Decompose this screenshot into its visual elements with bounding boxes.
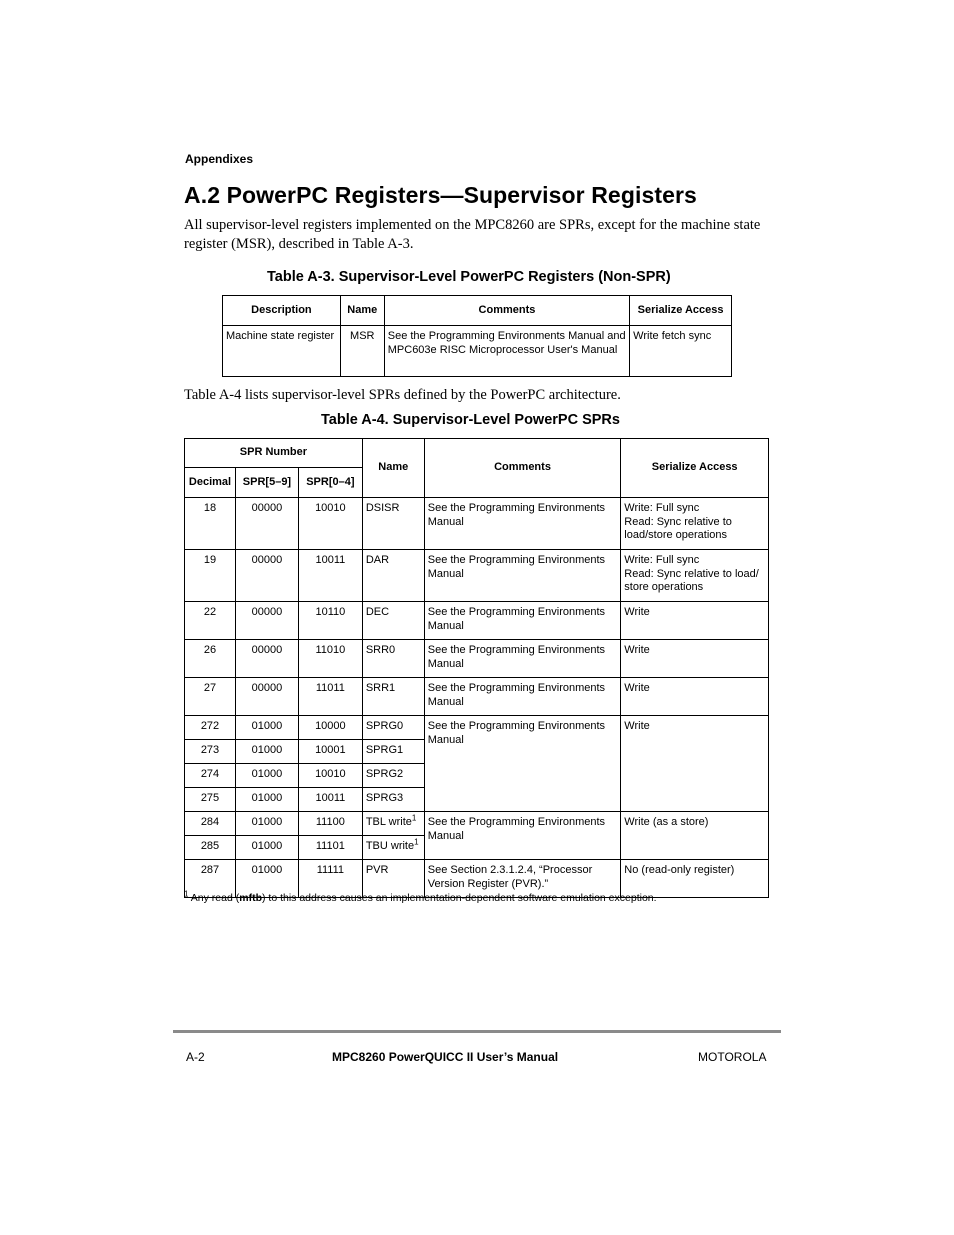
cell-name: PVR — [362, 860, 424, 898]
cell-decimal: 273 — [185, 740, 236, 764]
cell-comments: See the Programming Environments Manual and MPC603e RISC Microprocessor User's Manual — [384, 326, 629, 377]
column-header-serialize-access: Serialize Access — [630, 296, 732, 326]
table-row — [185, 716, 769, 740]
cell-name: DEC — [362, 602, 424, 640]
cell-spr-0-4: 10010 — [298, 498, 362, 550]
cell-comments: See Section 2.3.1.2.4, “Processor Version Register (PVR).” — [424, 860, 621, 898]
cell-spr-0-4: 10011 — [298, 788, 362, 812]
cell-spr-0-4: 10000 — [298, 716, 362, 740]
cell-decimal: 285 — [185, 836, 236, 860]
table-row — [223, 326, 732, 377]
footnote-text-post: ) to this address causes an implementation-dependent software emulation exception. — [261, 892, 657, 904]
table-row — [185, 640, 769, 678]
cell-serialize-access: Write fetch sync — [630, 326, 732, 377]
column-header-comments: Comments — [384, 296, 629, 326]
cell-spr-0-4: 11100 — [298, 812, 362, 836]
cell-comments: See the Programming Environments Manual — [424, 550, 621, 602]
table-row — [185, 498, 769, 550]
cell-spr-0-4: 11101 — [298, 836, 362, 860]
cell-spr-0-4: 11011 — [298, 678, 362, 716]
cell-name — [362, 836, 424, 860]
table-row — [185, 550, 769, 602]
cell-comments: See the Programming Environments Manual — [424, 716, 621, 812]
page-number: A-2 — [186, 1050, 205, 1064]
cell-comments: See the Programming Environments Manual — [424, 812, 621, 860]
cell-serialize-access: Write — [621, 602, 769, 640]
table-header-row — [223, 296, 732, 326]
cell-name: SPRG1 — [362, 740, 424, 764]
cell-name: SPRG3 — [362, 788, 424, 812]
cell-name: SRR0 — [362, 640, 424, 678]
footnote-marker: 1 — [411, 813, 417, 823]
running-head: Appendixes — [185, 152, 254, 166]
table-a3-caption: Table A-3. Supervisor-Level PowerPC Registers (Non-SPR) — [267, 269, 671, 285]
table-a3 — [222, 295, 732, 377]
cell-serialize-access: Write — [621, 716, 769, 812]
column-header-serialize-access: Serialize Access — [621, 439, 769, 498]
cell-spr-5-9: 01000 — [235, 788, 298, 812]
cell-spr-5-9: 01000 — [235, 836, 298, 860]
cell-name: SRR1 — [362, 678, 424, 716]
cell-spr-5-9: 01000 — [235, 716, 298, 740]
cell-serialize-access: Write — [621, 640, 769, 678]
cell-serialize-access: Write: Full sync Read: Sync relative to load/store operations — [621, 498, 769, 550]
cell-spr-5-9: 00000 — [235, 550, 298, 602]
cell-spr-0-4: 10011 — [298, 550, 362, 602]
column-header-name: Name — [362, 439, 424, 498]
footnote-text-pre: Any read ( — [188, 892, 240, 904]
cell-name: MSR — [340, 326, 384, 377]
cell-comments: See the Programming Environments Manual — [424, 602, 621, 640]
intro-paragraph: All supervisor-level registers implemented on the MPC8260 are SPRs, except for the machine state register (MSR), described in Table A-3. — [184, 217, 761, 252]
cell-name: SPRG2 — [362, 764, 424, 788]
cell-decimal: 27 — [185, 678, 236, 716]
table-header-row — [185, 439, 769, 468]
cell-serialize-access: No (read-only register) — [621, 860, 769, 898]
cell-spr-5-9: 00000 — [235, 498, 298, 550]
table-row — [185, 678, 769, 716]
cell-decimal: 275 — [185, 788, 236, 812]
table-a4 — [184, 438, 769, 898]
table-a4-caption: Table A-4. Supervisor-Level PowerPC SPRs — [321, 412, 620, 428]
cell-spr-5-9: 00000 — [235, 640, 298, 678]
cell-serialize-access: Write — [621, 678, 769, 716]
column-header-spr-number: SPR Number — [185, 439, 363, 468]
section-title: A.2 PowerPC Registers—Supervisor Registers — [184, 182, 697, 208]
cell-comments: See the Programming Environments Manual — [424, 678, 621, 716]
table-footnote — [184, 889, 657, 904]
cell-decimal: 284 — [185, 812, 236, 836]
cell-spr-0-4: 11111 — [298, 860, 362, 898]
cell-spr-5-9: 01000 — [235, 740, 298, 764]
table-a4-lead-paragraph: Table A-4 lists supervisor-level SPRs defined by the PowerPC architecture. — [184, 387, 621, 403]
cell-decimal: 22 — [185, 602, 236, 640]
cell-name: DAR — [362, 550, 424, 602]
cell-name: DSISR — [362, 498, 424, 550]
footnote-text-bold: mftb — [239, 892, 262, 904]
name-text: TBU write — [365, 840, 415, 852]
cell-serialize-access: Write: Full sync Read: Sync relative to load/ store operations — [621, 550, 769, 602]
cell-spr-5-9: 01000 — [235, 860, 298, 898]
cell-serialize-access: Write (as a store) — [621, 812, 769, 860]
cell-comments: See the Programming Environments Manual — [424, 640, 621, 678]
cell-spr-0-4: 10001 — [298, 740, 362, 764]
column-header-spr-5-9: SPR[5–9] — [235, 468, 298, 498]
cell-spr-0-4: 11010 — [298, 640, 362, 678]
name-text: TBL write — [365, 816, 412, 828]
cell-name: SPRG0 — [362, 716, 424, 740]
footer-rule — [173, 1030, 781, 1033]
column-header-decimal: Decimal — [185, 468, 236, 498]
cell-spr-5-9: 00000 — [235, 602, 298, 640]
column-header-comments: Comments — [424, 439, 621, 498]
cell-description: Machine state register — [223, 326, 341, 377]
cell-decimal: 272 — [185, 716, 236, 740]
cell-decimal: 26 — [185, 640, 236, 678]
table-row — [185, 602, 769, 640]
cell-spr-0-4: 10110 — [298, 602, 362, 640]
column-header-name: Name — [340, 296, 384, 326]
vendor-name: MOTOROLA — [698, 1050, 767, 1064]
footnote-marker: 1 — [414, 837, 419, 847]
cell-name — [362, 812, 424, 836]
cell-spr-5-9: 01000 — [235, 764, 298, 788]
cell-spr-5-9: 01000 — [235, 812, 298, 836]
cell-decimal: 19 — [185, 550, 236, 602]
column-header-spr-0-4: SPR[0–4] — [298, 468, 362, 498]
column-header-description: Description — [223, 296, 341, 326]
cell-decimal: 287 — [185, 860, 236, 898]
cell-spr-0-4: 10010 — [298, 764, 362, 788]
cell-decimal: 18 — [185, 498, 236, 550]
table-row — [185, 812, 769, 836]
manual-title: MPC8260 PowerQUICC II User’s Manual — [332, 1050, 559, 1064]
cell-comments: See the Programming Environments Manual — [424, 498, 621, 550]
footnote-mark: 1 — [184, 889, 189, 899]
cell-spr-5-9: 00000 — [235, 678, 298, 716]
cell-decimal: 274 — [185, 764, 236, 788]
